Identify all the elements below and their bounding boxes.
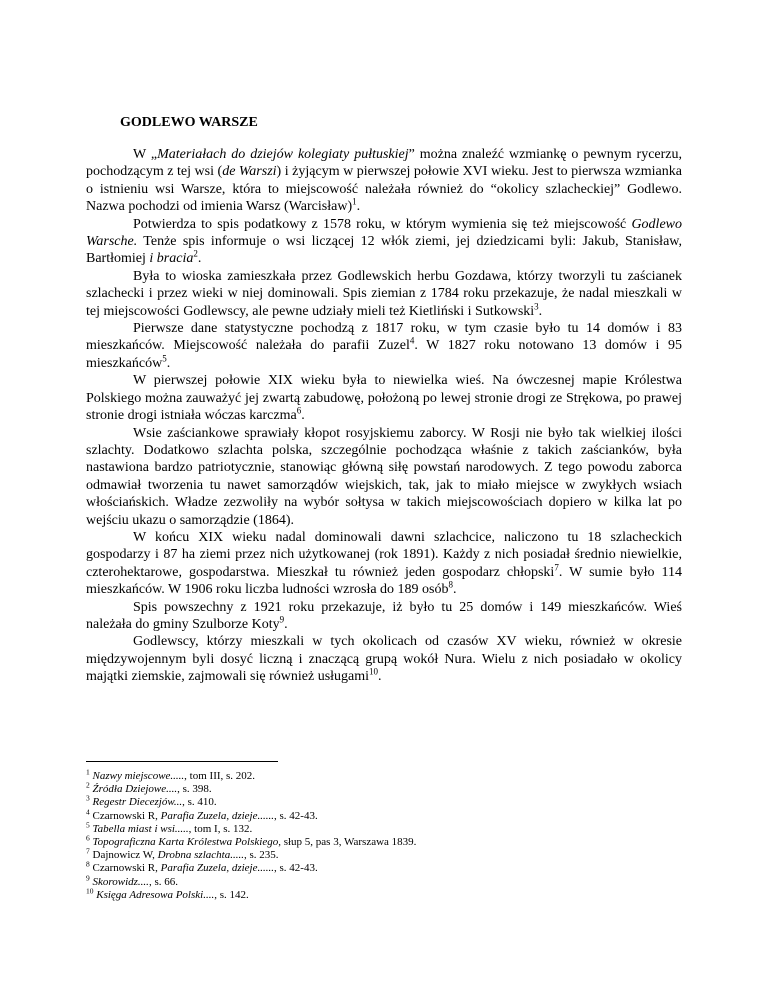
italic-text: Parafia Zuzela, dzieje...... [160, 809, 274, 822]
text-run: . [284, 616, 288, 632]
text-run: ” można znaleźć wzmiankę o pewnym rycerzu, pochodzącym z tej wsi ( [86, 147, 683, 180]
footnote-reference: 2 [193, 248, 198, 259]
text-run: . [197, 251, 202, 267]
italic-text: i bracia [149, 251, 194, 267]
text-run: , s. 42-43. [274, 862, 318, 875]
text-run: . [356, 199, 361, 215]
footnote [86, 886, 686, 902]
paragraph [86, 320, 682, 372]
footnote-reference: 1 [352, 196, 357, 207]
italic-text: Topograficzna Karta Królestwa Polskiego [92, 836, 279, 849]
text-run: , s. 398. [177, 783, 212, 796]
document-body [86, 146, 682, 686]
footnote-number: 4 [86, 806, 90, 816]
footnote-number: 8 [86, 859, 90, 869]
footnote [86, 859, 686, 875]
text-run: . [378, 669, 382, 685]
footnote [86, 780, 686, 796]
text-run: . [538, 303, 543, 319]
footnote-reference: 10 [369, 666, 379, 677]
text-run: , s. 66. [148, 875, 178, 888]
footnote [86, 820, 686, 836]
italic-text: Księga Adresowa Polski.... [96, 888, 215, 901]
text-run: , s. 42-43. [274, 809, 318, 822]
text-run: . [301, 408, 305, 424]
text-run: W pierwszej połowie XIX wieku była to niewielka wieś. Na ówczesnej mapie Królestwa Polskiego można zauważyć jej zwartą zabudowę, położoną po lewej stronie drogi ze Strękowa, po prawej stronie drogi istniała wóczas karczma [86, 373, 682, 424]
text-run: , s. 235. [243, 849, 279, 862]
footnote [86, 846, 686, 862]
text-run: , s. 142. [214, 888, 249, 901]
footnote-number: 10 [86, 886, 94, 896]
footnote-reference: 8 [448, 579, 454, 590]
italic-text: Skorowidz.... [92, 875, 149, 888]
text-run: . [166, 355, 171, 371]
italic-text: de Warszi [222, 164, 277, 180]
italic-text: Nazwy miejscowe..... [92, 770, 185, 782]
footnote-reference: 9 [279, 614, 285, 625]
italic-text: Źródła Dziejowe.... [92, 783, 178, 796]
footnote-number: 2 [86, 780, 90, 790]
footnote-reference: 3 [534, 301, 539, 311]
footnote-number: 3 [86, 793, 90, 803]
paragraph [86, 216, 682, 268]
paragraph [86, 425, 682, 529]
text-run: W końcu XIX wieku nadal dominowali dawni szlachcice, naliczono tu 18 szlacheckich gospodarzy i 87 ha ziemi przez nich użytkowanej (rok 1891). Każdy z nich posiadał średnio niewielkie, czterohektarowe, gospodarstwa. Mieszkał tu również jeden gospodarz chłopski [86, 529, 682, 580]
text-run: . [453, 582, 457, 598]
text-run: Była to wioska zamieszkała przez Godlewskich herbu Gozdawa, którzy tworzyli tu zaścianek szlachecki i przez wieki w niej dominowali. Spis ziemian z 1784 roku przekazuje, że nadal mieszkali w tej miejscowości Godlewscy, ale pewne udziały mieli też Kietliński i Sutkowski [86, 268, 682, 319]
italic-text: Materiałach do dziejów kolegiaty pułtuskiej [157, 147, 409, 162]
paragraph [86, 372, 682, 424]
footnote-number: 5 [86, 820, 90, 830]
text-run: , tom III, s. 202. [184, 770, 256, 782]
text-run: W „ [133, 147, 158, 162]
footnote-reference: 7 [554, 562, 559, 573]
footnote [86, 767, 686, 783]
text-run: , tom I, s. 132. [188, 822, 253, 835]
footnotes [86, 767, 686, 902]
text-run: , s. 410. [182, 796, 217, 809]
text-run: Dajnowicz W, [92, 849, 158, 862]
paragraph [86, 146, 682, 216]
text-run: Wsie zaściankowe sprawiały kłopot rosyjskiemu zaborcy. W Rosji nie było tak wielkiej ilości szlachty. Dodatkowo szlachta polska, szczególnie pochodząca właśnie z takich zaścianków, była nastawiona bardzo patriotycznie, stanowiąc główną siłę powstań narodowych. Z tego powodu zaborca odmawiał tworzenia tu nawet samorządów wiejskich, tak, jak to miało miejsce w zwykłych wsiach włościańskich. Władze zezwoliły na wybór sołtysa w takich miejscowościach dopiero w kilka lat po wejściu ukazu o samorządzie (1864). [86, 425, 682, 528]
text-run: Czarnowski R, [92, 862, 161, 875]
text-run: , słup 5, pas 3, Warszawa 1839. [278, 836, 417, 849]
paragraph [86, 529, 682, 599]
italic-text: Tabella miast i wsi..... [92, 822, 189, 835]
text-run: Godlewscy, którzy mieszkali w tych okolicach od czasów XV wieku, również w okresie międzywojennym byli dosyć liczną i znaczącą grupą wokół Nura. Wielu z nich posiadało w okolicy majątki ziemskie, zajmowali się również usługami [86, 634, 682, 685]
footnote-number: 9 [86, 872, 90, 882]
footnote [86, 833, 686, 849]
text-run: Czarnowski R, [92, 809, 161, 822]
footnote-reference: 6 [296, 405, 302, 416]
footnote [86, 872, 686, 889]
footnote-reference: 5 [162, 353, 167, 364]
paragraph [86, 599, 682, 634]
text-run: ) i żyjącym w pierwszej połowie XVI wieku. Jest to pierwsza wzmianka o istnieniu wsi Warsze, która to miejscowość należała również do “okolicy szlacheckiej” Godlewo. Nazwa pochodzi od imienia Warsz (Warcisław) [86, 164, 682, 215]
document-title: GODLEWO WARSZE [120, 115, 258, 130]
footnote-number: 6 [86, 833, 90, 843]
italic-text: Godlewo Warsche. [86, 216, 682, 250]
footnote-number: 7 [86, 846, 90, 856]
text-run: Pierwsze dane statystyczne pochodzą z 1817 roku, w tym czasie było tu 14 domów i 83 mieszkańców. Miejscowość należała do parafii Zuzel [86, 321, 682, 354]
text-run: Tenże spis informuje o wsi liczącej 12 włók ziemi, jej dziedzicami byli: Jakub, Stanisław, Bartłomiej [86, 234, 682, 267]
paragraph [86, 268, 682, 320]
paragraph [86, 633, 682, 685]
footnote [86, 806, 686, 823]
text-run: . W 1827 roku notowano 13 domów i 95 mieszkańców [86, 338, 682, 371]
footnote-separator [86, 761, 278, 762]
italic-text: Regestr Diecezjów... [92, 796, 183, 809]
text-run: Spis powszechny z 1921 roku przekazuje, iż było tu 25 domów i 149 mieszkańców. Wieś należała do gminy Szulborze Koty [86, 599, 682, 632]
footnote-number: 1 [86, 767, 90, 777]
italic-text: Drobna szlachta..... [157, 849, 244, 862]
text-run: Potwierdza to spis podatkowy z 1578 roku, w którym wymienia się też miejscowość [133, 216, 632, 232]
italic-text: Parafia Zuzela, dzieje...... [160, 862, 274, 875]
footnote [86, 793, 686, 809]
text-run: . W sumie było 114 mieszkańców. W 1906 roku liczba ludności wzrosła do 189 osób [86, 564, 682, 598]
footnote-reference: 4 [409, 335, 415, 346]
